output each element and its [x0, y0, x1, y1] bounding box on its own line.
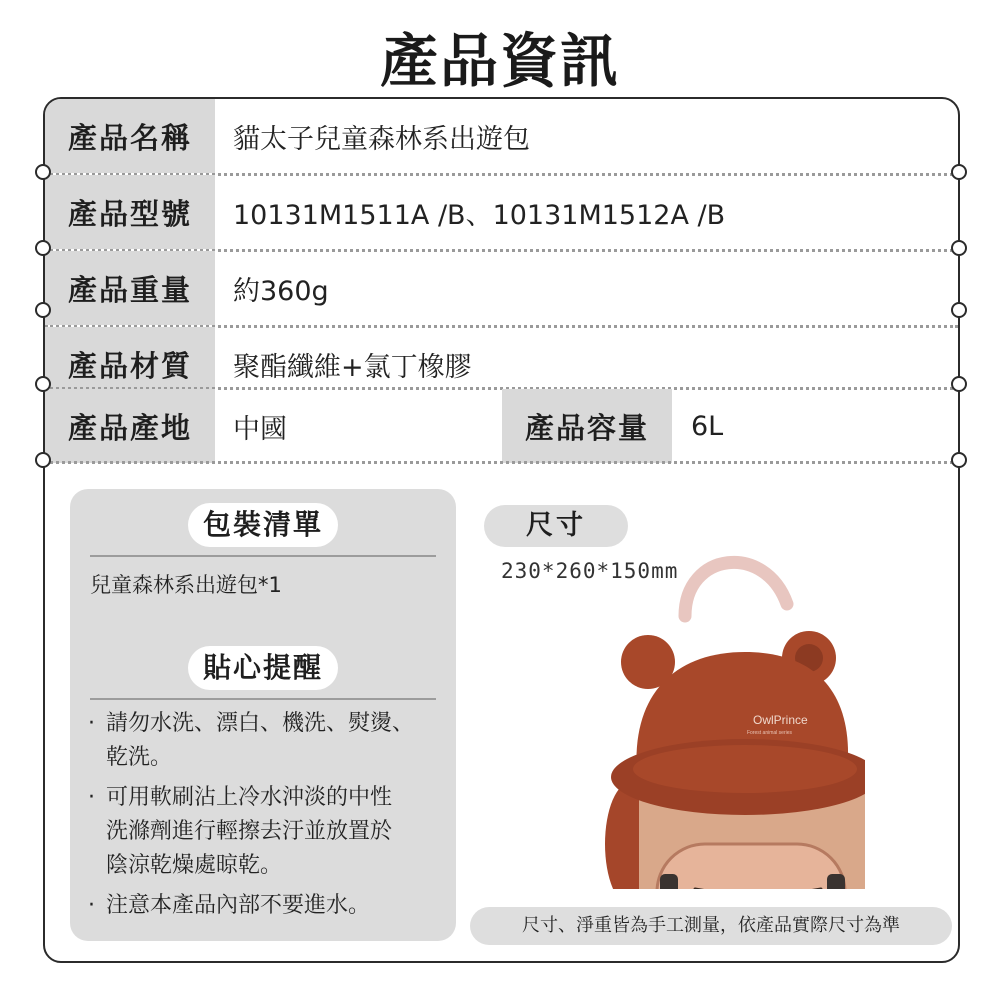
edge-notch: [35, 164, 51, 180]
spec-label-origin: 產品產地: [45, 389, 215, 463]
spec-value-material: 聚酯纖維+氯丁橡膠: [233, 351, 472, 383]
spec-row-weight: [45, 251, 958, 325]
panel-divider: [90, 698, 436, 700]
edge-notch: [35, 240, 51, 256]
row-divider: [45, 461, 958, 464]
front-pocket: [657, 844, 845, 889]
spec-row-origin-capacity: [45, 389, 958, 463]
care-tip: [88, 781, 446, 883]
size-title: 尺寸: [484, 505, 628, 547]
spec-label-weight: 產品重量: [45, 251, 215, 325]
zipper-pull: [827, 874, 845, 889]
hat-brim-top: [633, 745, 857, 793]
spec-value-origin: 中國: [233, 413, 287, 445]
edge-notch: [951, 376, 967, 392]
spec-value-model: 10131M1511A /B、10131M1512A /B: [233, 199, 726, 231]
care-tip: [88, 889, 446, 923]
spec-label-model: 產品型號: [45, 175, 215, 249]
spec-value-name: 貓太子兒童森林系出遊包: [233, 123, 530, 155]
backpack-image: [565, 544, 865, 889]
care-tip-line: 請勿水洗、漂白、機洗、熨燙、: [106, 711, 415, 736]
zipper-pull: [660, 874, 678, 889]
edge-notch: [35, 302, 51, 318]
spec-label-name: 產品名稱: [45, 99, 215, 173]
size-value: 230*260*150mm: [501, 559, 679, 583]
care-title: 貼心提醒: [188, 646, 338, 690]
info-panel: [70, 489, 456, 941]
bullet: ·: [88, 785, 95, 810]
brand-logo: OwlPrince: [753, 713, 808, 727]
package-contents: 兒童森林系出遊包*1: [90, 573, 282, 597]
edge-notch: [951, 452, 967, 468]
bullet: ·: [88, 711, 95, 736]
edge-notch: [35, 376, 51, 392]
page-title: 產品資訊: [379, 27, 620, 95]
edge-notch: [951, 240, 967, 256]
spec-card: [43, 97, 960, 963]
bullet: ·: [88, 893, 95, 918]
edge-notch: [951, 302, 967, 318]
care-tip-line: 可用軟刷沾上冷水沖淡的中性: [106, 785, 393, 810]
edge-notch: [951, 164, 967, 180]
spec-row-name: [45, 99, 958, 173]
brand-subtitle: Forest animal series: [747, 730, 793, 736]
care-tip-line: 乾洗。: [106, 745, 173, 770]
panel-divider: [90, 555, 436, 557]
spec-row-model: [45, 175, 958, 249]
spec-value-capacity: 6L: [691, 410, 724, 442]
care-tip-line: 陰涼乾燥處晾乾。: [106, 853, 283, 878]
size-note: 尺寸、淨重皆為手工測量，依產品實際尺寸為準: [470, 907, 952, 945]
edge-notch: [35, 452, 51, 468]
spec-label-capacity: 產品容量: [502, 389, 672, 463]
spec-label-material: 產品材質: [45, 327, 215, 401]
package-title: 包裝清單: [188, 503, 338, 547]
care-tip-line: 洗滌劑進行輕擦去汙並放置於: [106, 819, 393, 844]
backpack-handle: [685, 562, 787, 616]
spec-value-weight: 約360g: [233, 275, 329, 307]
care-tip-line: 注意本產品內部不要進水。: [106, 893, 371, 918]
care-tip: [88, 707, 446, 775]
